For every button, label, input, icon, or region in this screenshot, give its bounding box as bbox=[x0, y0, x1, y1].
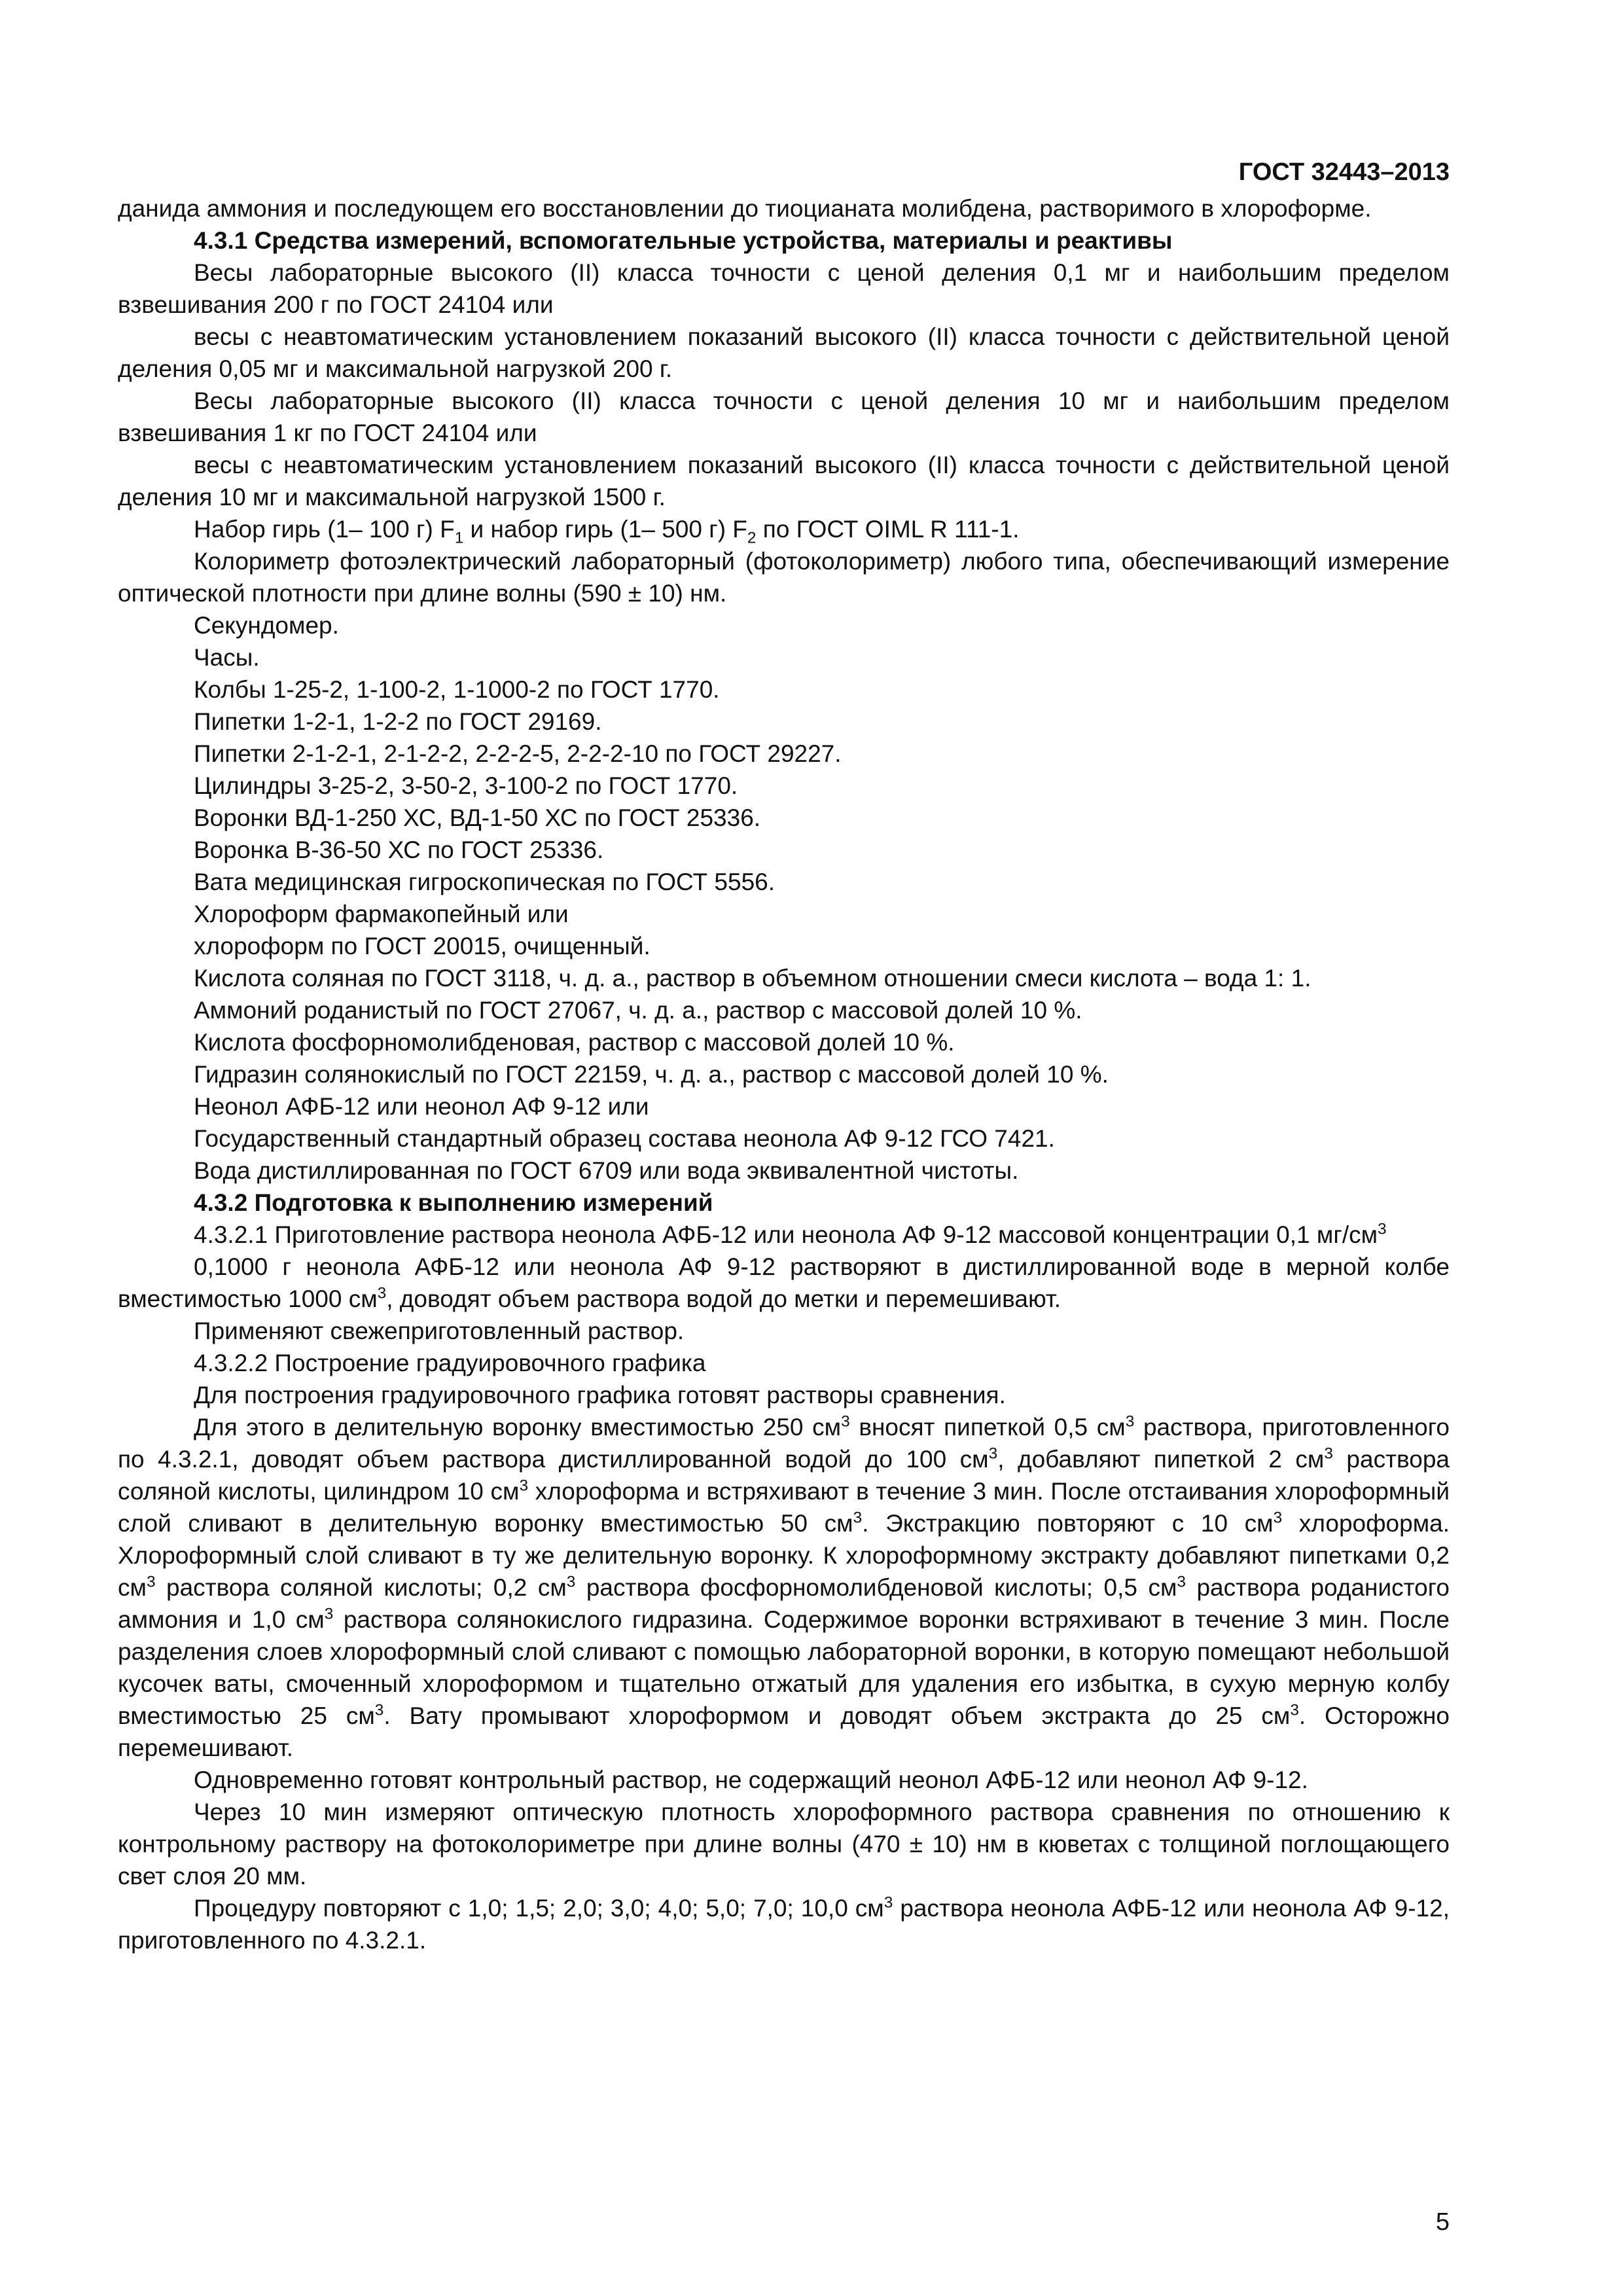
document-page bbox=[118, 157, 1450, 2238]
paragraph: Аммоний роданистый по ГОСТ 27067, ч. д. а., раствор с массовой долей 10 %. bbox=[194, 997, 1082, 1024]
paragraph: Для построения градуировочного графика готовят растворы сравнения. bbox=[194, 1382, 1006, 1408]
standard-header: ГОСТ 32443–2013 bbox=[1238, 158, 1450, 186]
paragraph: Цилиндры 3-25-2, 3-50-2, 3-100-2 по ГОСТ 1770. bbox=[194, 772, 738, 799]
paragraph: Колбы 1-25-2, 1-100-2, 1-1000-2 по ГОСТ 1770. bbox=[194, 676, 720, 703]
paragraph: Весы лабораторные высокого (II) класса точности с ценой деления 10 мг и наибольшим пределом взвешивания 1 кг по ГОСТ 24104 или bbox=[118, 387, 1450, 446]
paragraph: Пипетки 1-2-1, 1-2-2 по ГОСТ 29169. bbox=[194, 708, 602, 735]
paragraph: данида аммония и последующем его восстановлении до тиоцианата молибдена, растворимого в хлороформе. bbox=[118, 195, 1372, 222]
paragraph: весы с неавтоматическим установлением показаний высокого (II) класса точности с действительной ценой деления 10 мг и максимальной нагрузкой 1500 г. bbox=[118, 452, 1450, 511]
section-heading: 4.3.1 Средства измерений, вспомогательные устройства, материалы и реактивы bbox=[194, 227, 1173, 254]
paragraph: 4.3.2.1 Приготовление раствора неонола АФБ-12 или неонола АФ 9-12 массовой концентрации 0,1 $мг/см^3$ bbox=[194, 1220, 1387, 1248]
paragraph: Применяют свежеприготовленный раствор. bbox=[194, 1318, 685, 1344]
paragraph: весы с неавтоматическим установлением показаний высокого (II) класса точности с действительной ценой деления 0,05 мг и максимальной нагрузкой 200 г. bbox=[118, 323, 1450, 382]
paragraph: Вата медицинская гигроскопическая по ГОСТ 5556. bbox=[194, 869, 776, 895]
paragraph: Кислота фосфорномолибденовая, раствор с массовой долей 10 %. bbox=[194, 1029, 955, 1056]
paragraph: Набор гирь (1– 100 г) $F_1$ и набор гирь (1– 500 г) $F_2$ по ГОСТ OIML R 111-1. bbox=[194, 516, 1020, 547]
paragraph: Вода дистиллированная по ГОСТ 6709 или вода эквивалентной чистоты. bbox=[194, 1157, 1019, 1184]
paragraph: 0,1000 г неонола АФБ-12 или неонола АФ 9-12 растворяют в дистиллированной воде в мерной колбе вместимостью 1000 $см^3$, доводят объем раствора водой до метки и перемешивают. bbox=[118, 1253, 1450, 1312]
paragraph: Весы лабораторные высокого (II) класса точности с ценой деления 0,1 мг и наибольшим пределом взвешивания 200 г по ГОСТ 24104 или bbox=[118, 259, 1450, 318]
paragraph: Воронка В-36-50 ХС по ГОСТ 25336. bbox=[194, 836, 604, 863]
paragraph: 4.3.2.2 Построение градуировочного графика bbox=[194, 1350, 706, 1376]
section-heading: 4.3.2 Подготовка к выполнению измерений bbox=[194, 1189, 713, 1216]
paragraph: хлороформ по ГОСТ 20015, очищенный. bbox=[194, 933, 651, 960]
paragraph: Государственный стандартный образец состава неонола АФ 9-12 ГСО 7421. bbox=[194, 1125, 1055, 1152]
paragraph: Секундомер. bbox=[194, 612, 339, 639]
paragraph: Колориметр фотоэлектрический лабораторный (фотоколориметр) любого типа, обеспечивающий измерение оптической плотности при длине волны (590 ± 10) нм. bbox=[118, 548, 1450, 607]
paragraph: Неонол АФБ-12 или неонол АФ 9-12 или bbox=[194, 1093, 649, 1120]
paragraph: Процедуру повторяют с 1,0; 1,5; 2,0; 3,0; 4,0; 5,0; 7,0; 10,0 $см^3$ раствора неонола АФБ-12 или неонола АФ 9-12, приготовленного по 4.3.2.1. bbox=[118, 1893, 1450, 1954]
paragraph: Хлороформ фармакопейный или bbox=[194, 901, 569, 927]
paragraph: Воронки ВД-1-250 ХС, ВД-1-50 ХС по ГОСТ 25336. bbox=[194, 804, 761, 831]
paragraph: Гидразин солянокислый по ГОСТ 22159, ч. д. а., раствор с массовой долей 10 %. bbox=[194, 1061, 1109, 1088]
paragraph: Часы. bbox=[194, 644, 260, 671]
page-number: 5 bbox=[1435, 2208, 1450, 2236]
paragraph: Кислота соляная по ГОСТ 3118, ч. д. а., раствор в объемном отношении смеси кислота – вода 1: 1. bbox=[194, 965, 1311, 992]
paragraph: Через 10 мин измеряют оптическую плотность хлороформного раствора сравнения по отношению к контрольному раствору на фотоколориметре при длине волны (470 ± 10) нм в кюветах с толщиной поглощающего свет слоя 20 мм. bbox=[118, 1799, 1450, 1890]
paragraph: Для этого в делительную воронку вместимостью 250 $см^3$ вносят пипеткой 0,5 $см^3$ раствора, приготовленного по 4.3.2.1, доводят объем раствора дистиллированной водой до 100 $см^3$, добавляют пипеткой 2 $см^3$ раствора соляной кислоты, цилиндром 10 $см^3$ хлороформа и встряхивают в течение 3 мин. После отстаивания хлороформный слой сливают в делительную воронку вместимостью 50 $см^3$. Экстракцию повторяют с 10 $см^3$ хлороформа. Хлороформный слой сливают в ту же делительную воронку. К хлороформному экстракту добавляют пипетками 0,2 $см^3$ раствора соляной кислоты; 0,2 $см^3$ раствора фосфорномолибденовой кислоты; 0,5 $см^3$ раствора роданистого аммония и 1,0 $см^3$ раствора солянокислого гидразина. Содержимое воронки встряхивают в течение 3 мин. После разделения слоев хлороформный слой сливают с помощью лабораторной воронки, в которую помещают небольшой кусочек ваты, смоченный хлороформом и тщательно отжатый для удаления его избытка, в сухую мерную колбу вместимостью 25 $см^3$. Вату промывают хлороформом и доводят объем экстракта до 25 $см^3$. Осторожно перемешивают. bbox=[118, 1412, 1450, 1761]
paragraph: Одновременно готовят контрольный раствор, не содержащий неонол АФБ-12 или неонол АФ 9-12. bbox=[194, 1767, 1308, 1793]
document-body bbox=[118, 192, 1450, 1956]
paragraph: Пипетки 2-1-2-1, 2-1-2-2, 2-2-2-5, 2-2-2-10 по ГОСТ 29227. bbox=[194, 740, 842, 767]
